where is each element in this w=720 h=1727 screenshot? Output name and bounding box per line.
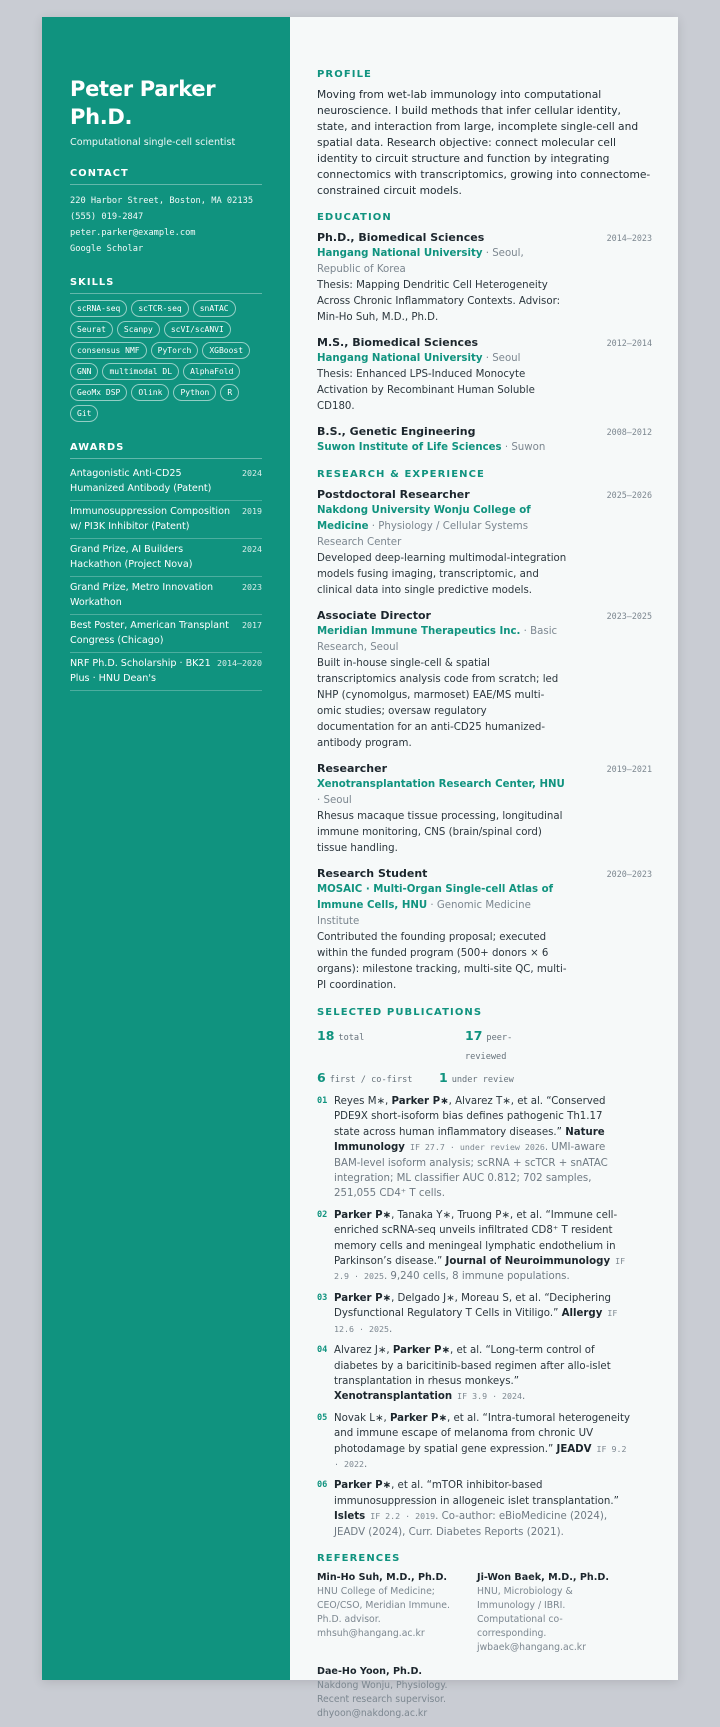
experience-entry [317, 761, 652, 857]
publication-citation [334, 1094, 631, 1202]
experience-location: · Seoul [317, 795, 352, 806]
publication-stat [317, 1025, 453, 1044]
experience-title: Associate Director [317, 609, 431, 622]
awards-heading: AWARDS [70, 442, 262, 459]
experience-title: Research Student [317, 867, 428, 880]
citation-journal: Allergy [561, 1308, 603, 1320]
experience-org-line [317, 882, 567, 930]
citation-self-author: Parker P∗ [389, 1412, 448, 1424]
experience-title: Postdoctoral Researcher [317, 488, 470, 501]
citation-title: , Alvarez T∗, et al. “Conserved PDE9X short-isoform bias defines pathogenic Th1.17 state across human inflammatory diseases.” [334, 1096, 606, 1138]
publication-number: 06 [317, 1480, 328, 1491]
main-content [290, 17, 678, 1719]
award-year: 2024 [242, 544, 262, 554]
award-year: 2014–2020 [217, 658, 262, 668]
publication-number: 01 [317, 1096, 328, 1106]
experience-description: Rhesus macaque tissue processing, longitudinal immune monitoring, CNS (brain/spinal cord) tissue handling. [317, 811, 563, 854]
skill-chip: consensus NMF [70, 342, 147, 359]
contact-heading: CONTACT [70, 168, 262, 185]
citation-note: . 9,240 cells, 8 immune populations. [383, 1271, 570, 1283]
award-item [70, 463, 262, 501]
education-entry [317, 230, 652, 326]
publication-item [317, 1411, 652, 1473]
stat-number: 17 [465, 1028, 483, 1043]
education-organization: Hangang National University [317, 248, 483, 259]
skill-chip: XGBoost [202, 342, 250, 359]
education-header [317, 230, 652, 246]
education-organization: Hangang National University [317, 353, 483, 364]
citation-self-author: Parker P∗ [392, 1345, 450, 1357]
experience-organization: Meridian Immune Therapeutics Inc. [317, 626, 521, 637]
award-title: Grand Prize, Metro Innovation Workathon [70, 582, 214, 608]
award-year: 2019 [242, 506, 262, 516]
person-name: Peter Parker Ph.D. [70, 77, 216, 129]
experience-entry [317, 487, 652, 599]
education-entry [317, 335, 652, 415]
citation-impact: IF 2.9 · 2025 [334, 1256, 626, 1282]
experience-location: · Basic Research, Seoul [317, 626, 558, 653]
skill-chip: R [220, 384, 239, 401]
profile-text: Moving from wet-lab immunology into computational neuroscience. I build methods that infer cellular identity, state, and interaction from large, incomplete single-cell and spatial data. Research objective: connect molecular cell identity to circuit structure and function by integrating connectomics with transcriptomics, growing into connectome-constrained circuit models. [317, 88, 651, 197]
contact-scholar-link[interactable]: Google Scholar [70, 244, 144, 254]
reference-list [317, 1571, 652, 1721]
publication-list [317, 1094, 652, 1540]
education-date: 2008–2012 [606, 427, 652, 437]
publication-citation [334, 1343, 631, 1405]
publication-citation [334, 1478, 631, 1540]
experience-header [317, 608, 652, 624]
citation-journal: Nature Immunology [334, 1126, 605, 1154]
skill-chip: multimodal DL [102, 363, 179, 380]
publication-number: 05 [317, 1412, 328, 1423]
citation-authors-before: Alvarez J∗, [334, 1345, 393, 1357]
award-item [70, 615, 262, 653]
reference-email[interactable]: jwbaek@hangang.ac.kr [477, 1641, 586, 1653]
publication-stats [317, 1025, 652, 1086]
skills-list [70, 300, 262, 422]
education-list [317, 230, 652, 456]
education-heading: EDUCATION [317, 212, 392, 223]
award-year: 2017 [242, 620, 262, 630]
award-item [70, 653, 262, 691]
award-title: Best Poster, American Transplant Congress (Chicago) [70, 620, 229, 646]
experience-location: · Physiology / Cellular Systems Research Center [317, 521, 529, 548]
citation-note: . [388, 1323, 393, 1335]
education-location: · Suwon [501, 442, 546, 453]
education-header [317, 335, 652, 351]
experience-org-line [317, 777, 567, 809]
contact-address: 220 Harbor Street, Boston, MA 02135 [70, 196, 254, 206]
experience-date: 2019–2021 [606, 764, 652, 774]
award-year: 2024 [242, 468, 262, 478]
experience-organization: Nakdong University Wonju College of Medicine [317, 505, 531, 532]
education-location: · Seoul [482, 353, 521, 364]
publication-item [317, 1094, 652, 1202]
citation-note: . UMI-aware BAM-level isoform analysis; scRNA + scTCR + snATAC integration; ML classifier AUC 0.812; 702 samples, 251,055 CD4⁺ T cells. [334, 1142, 608, 1200]
skill-chip: Python [173, 384, 216, 401]
research-list [317, 487, 652, 994]
citation-note: . [522, 1391, 526, 1403]
award-title: NRF Ph.D. Scholarship · BK21 Plus · HNU Dean's [70, 658, 211, 684]
publication-stat [317, 1067, 427, 1086]
citation-title: , et al. “mTOR inhibitor-based immunosuppression in allogeneic islet transplantation.” [334, 1480, 619, 1507]
skill-chip: Git [70, 405, 98, 422]
citation-journal: Xenotransplantation [334, 1391, 453, 1403]
experience-entry [317, 608, 652, 752]
award-title: Immunosuppression Composition w/ PI3K Inhibitor (Patent) [70, 506, 231, 532]
experience-location: · Genomic Medicine Institute [317, 900, 531, 927]
experience-description: Built in-house single-cell & spatial transcriptomics analysis code from scratch; led NHP (cynomolgus, marmoset) EAE/MS multi-omic studies; oversaw regulatory documentation for an anti-CD25 humanized-antibody program. [317, 658, 559, 749]
citation-title: , et al. “Intra-tumoral heterogeneity and immune escape of melanoma from chronic UV photodamage by spatial gene expression.” [334, 1412, 631, 1455]
citation-title: , Tanaka Y∗, Truong P∗, et al. “Immune cell-enriched scRNA-seq unveils infiltrated CD8⁺ T resident memory cells and meningeal lymphatic endothelium in Parkinson’s disease.” [334, 1209, 618, 1268]
education-organization: Suwon Institute of Life Sciences [317, 442, 502, 453]
publication-citation [334, 1411, 631, 1473]
education-date: 2014–2023 [606, 233, 652, 243]
reference-description: HNU College of Medicine; CEO/CSO, Meridian Immune. Ph.D. advisor. [317, 1585, 450, 1625]
education-org-line [317, 246, 567, 278]
citation-title: , et al. “Long-term control of diabetes by a baricitinib-based regimen after allo-islet transplantation in rhesus monkeys.” [334, 1345, 611, 1387]
contact-phone: (555) 019-2847 [70, 212, 144, 222]
publication-item [317, 1343, 652, 1405]
award-year: 2023 [242, 582, 262, 592]
citation-impact: IF 27.7 · under review 2026 [404, 1142, 545, 1153]
skill-chip: scVI/scANVI [164, 321, 231, 338]
citation-self-author: Parker P∗ [334, 1209, 392, 1221]
education-description: Thesis: Enhanced LPS-Induced Monocyte Activation by Recombinant Human Soluble CD180. [317, 369, 535, 412]
experience-date: 2023–2025 [606, 611, 652, 621]
award-item [70, 577, 262, 615]
skill-chip: scTCR-seq [131, 300, 188, 317]
references-heading: REFERENCES [317, 1552, 401, 1564]
education-entry [317, 424, 652, 456]
experience-header [317, 761, 652, 777]
contact-list [70, 193, 262, 257]
reference-description: Nakdong Wonju, Physiology. Recent research supervisor. [317, 1679, 448, 1705]
citation-journal: JEADV [556, 1443, 592, 1455]
reference-email[interactable]: mhsuh@hangang.ac.kr [317, 1627, 425, 1639]
profile-heading: PROFILE [317, 69, 372, 80]
education-title: Ph.D., Biomedical Sciences [317, 231, 485, 244]
stat-label: under review [451, 1075, 514, 1085]
award-item [70, 501, 262, 539]
research-heading: RESEARCH & EXPERIENCE [317, 469, 485, 480]
skill-chip: Seurat [70, 321, 113, 338]
experience-date: 2020–2023 [606, 869, 652, 879]
reference-name: Ji-Won Baek, M.D., Ph.D. [477, 1571, 609, 1583]
citation-authors-before: Novak L∗, [334, 1412, 390, 1424]
resume-page [42, 17, 678, 1719]
experience-organization: Xenotransplantation Research Center, HNU [317, 779, 565, 790]
citation-self-author: Parker P∗ [334, 1480, 392, 1492]
skill-chip: PyTorch [151, 342, 199, 359]
citation-impact: IF 2.2 · 2019 [365, 1511, 436, 1522]
education-org-line [317, 440, 567, 456]
reference-name: Dae-Ho Yoon, Ph.D. [317, 1665, 423, 1677]
stat-number: 18 [317, 1028, 335, 1043]
award-title: Antagonistic Anti-CD25 Humanized Antibody (Patent) [70, 468, 212, 494]
experience-org-line [317, 503, 567, 551]
reference-item [317, 1665, 477, 1721]
citation-note: . Co-author: eBioMedicine (2024), JEADV (2024), Curr. Diabetes Reports (2021). [334, 1511, 608, 1538]
publication-item [317, 1208, 652, 1285]
experience-entry [317, 866, 652, 994]
education-description: Thesis: Mapping Dendritic Cell Heterogeneity Across Chronic Inflammatory Contexts. Advisor: Min-Ho Suh, M.D., Ph.D. [317, 280, 561, 323]
stat-number: 6 [317, 1070, 326, 1085]
experience-description: Developed deep-learning multimodal-integration models fusing imaging, transcriptomic, and clinical data into single predictive models. [317, 553, 567, 596]
sidebar [42, 17, 290, 1680]
experience-title: Researcher [317, 762, 388, 775]
publication-number: 03 [317, 1292, 328, 1303]
publication-citation [334, 1208, 631, 1285]
contact-email[interactable]: peter.parker@example.com [70, 228, 196, 238]
skills-heading: SKILLS [70, 277, 262, 294]
publication-item [317, 1291, 652, 1337]
citation-self-author: Parker P∗ [334, 1292, 392, 1304]
skill-chip: Olink [131, 384, 169, 401]
citation-impact: IF 12.6 · 2025 [334, 1308, 618, 1334]
citation-journal: Islets [334, 1511, 366, 1523]
publication-stat [439, 1067, 575, 1086]
publication-number: 02 [317, 1209, 328, 1220]
citation-impact: IF 3.9 · 2024 [452, 1391, 523, 1402]
citation-title: , Delgado J∗, Moreau S, et al. “Deciphering Dysfunctional Regulatory T Cells in Vitiligo.” [334, 1292, 611, 1320]
skill-chip: scRNA-seq [70, 300, 127, 317]
skill-chip: snATAC [193, 300, 236, 317]
experience-description: Contributed the founding proposal; executed within the funded program (500+ donors × 6 organs): milestone tracking, multi-site QC, multi-PI coordination. [317, 932, 567, 991]
reference-email[interactable]: dhyoon@nakdong.ac.kr [317, 1707, 428, 1719]
stat-label: peer-reviewed [465, 1033, 513, 1062]
skill-chip: GeoMx DSP [70, 384, 127, 401]
education-title: B.S., Genetic Engineering [317, 425, 476, 438]
publication-citation [334, 1291, 631, 1337]
experience-date: 2025–2026 [606, 490, 652, 500]
citation-authors-before: Reyes M∗, [334, 1096, 392, 1107]
experience-org-line [317, 624, 567, 656]
award-title: Grand Prize, AI Builders Hackathon (Project Nova) [70, 544, 193, 570]
publication-stat [465, 1025, 545, 1063]
citation-note: . [363, 1458, 368, 1470]
award-item [70, 539, 262, 577]
experience-header [317, 487, 652, 503]
skill-chip: AlphaFold [183, 363, 240, 380]
education-org-line [317, 351, 567, 367]
experience-header [317, 866, 652, 882]
skill-chip: GNN [70, 363, 98, 380]
education-location: · Seoul, Republic of Korea [317, 248, 524, 275]
citation-self-author: Parker P∗ [391, 1096, 449, 1107]
citation-impact: IF 9.2 · 2022 [334, 1443, 627, 1469]
reference-name: Min-Ho Suh, M.D., Ph.D. [317, 1571, 448, 1583]
stat-label: total [338, 1033, 365, 1043]
skill-chip: Scanpy [117, 321, 160, 338]
stat-number: 1 [439, 1070, 448, 1085]
publications-heading: SELECTED PUBLICATIONS [317, 1007, 483, 1018]
education-title: M.S., Biomedical Sciences [317, 336, 479, 349]
awards-list [70, 463, 262, 691]
reference-item [477, 1571, 627, 1655]
education-date: 2012–2014 [606, 338, 652, 348]
citation-journal: Journal of Neuroimmunology [445, 1256, 611, 1268]
publication-number: 04 [317, 1345, 328, 1356]
reference-description: HNU, Microbiology & Immunology / IBRI. Computational co-corresponding. [477, 1585, 573, 1639]
experience-organization: MOSAIC · Multi-Organ Single-cell Atlas of Immune Cells, HNU [317, 884, 554, 911]
person-tagline: Computational single-cell scientist [70, 137, 236, 148]
education-header [317, 424, 652, 440]
reference-item [317, 1571, 477, 1655]
stat-label: first / co-first [329, 1075, 413, 1085]
publication-item [317, 1478, 652, 1540]
